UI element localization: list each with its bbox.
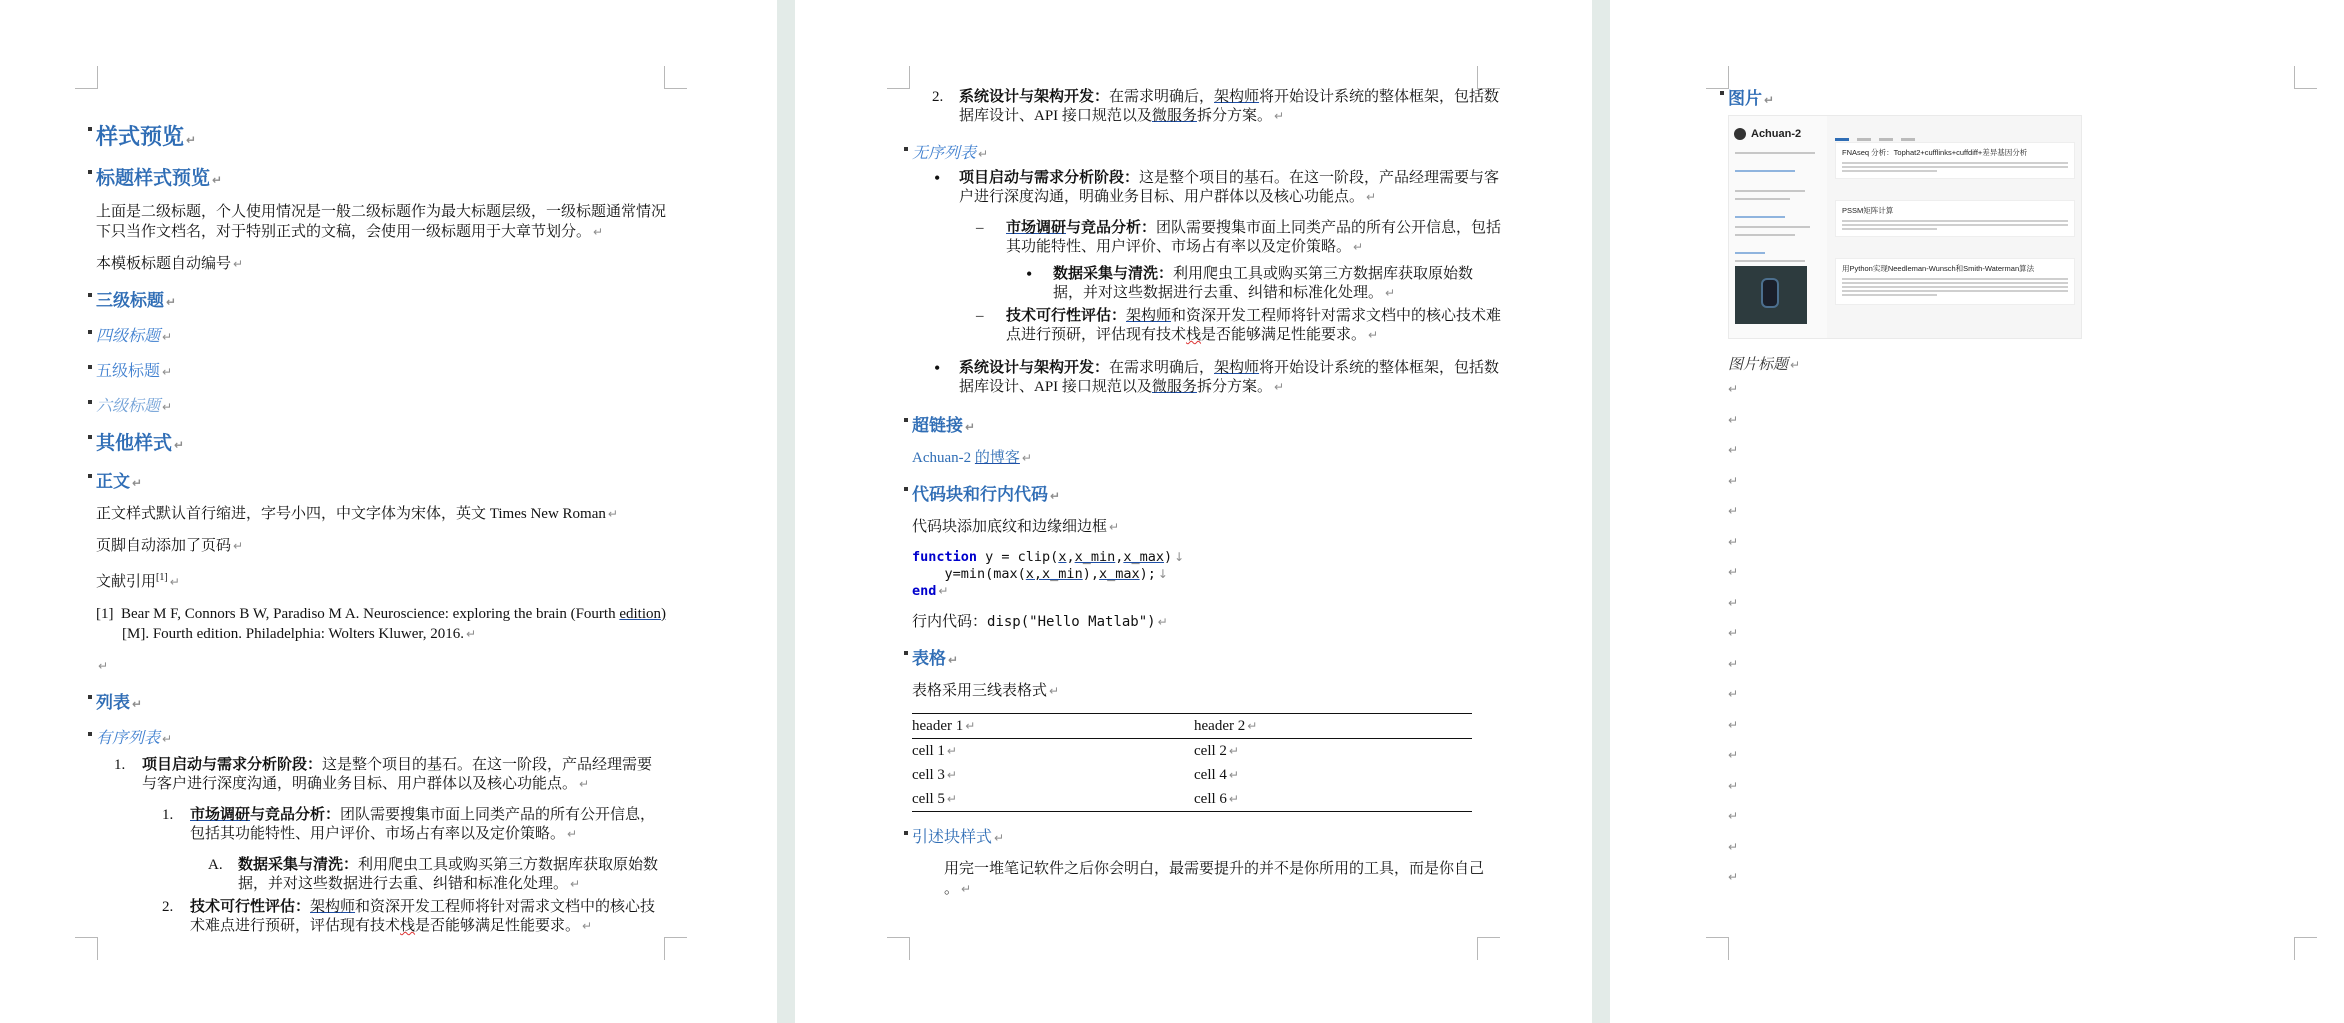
paragraph-footer[interactable]: 页脚自动添加了页码 ↵ <box>96 538 244 554</box>
crop-mark-bottom-right <box>2294 937 2317 960</box>
table-cell[interactable]: cell 3 ↵ <box>912 766 957 783</box>
heading-level-3[interactable]: 三级标题 ↵ <box>96 286 666 311</box>
table-cell[interactable]: cell 6 ↵ <box>1194 790 1239 807</box>
thumb-post-card: FNAseq 分析：Tophat2+cufflinks+cuffdiff+差异基因分析 <box>1835 142 2075 179</box>
heading-quote-style[interactable]: 引述块样式 ↵ <box>912 824 1502 847</box>
empty-paragraph[interactable]: ↵ <box>1728 595 1739 610</box>
empty-paragraph[interactable]: ↵ <box>1728 748 1739 762</box>
heading-ordered-list[interactable]: 有序列表 ↵ <box>96 725 666 748</box>
empty-paragraph[interactable]: ↵ <box>98 659 109 673</box>
table-cell[interactable]: cell 5 ↵ <box>912 790 957 807</box>
heading-level-4[interactable]: 四级标题 ↵ <box>96 323 666 346</box>
thumb-line <box>1735 198 1790 200</box>
empty-paragraph[interactable]: ↵ <box>1728 809 1739 823</box>
empty-paragraph[interactable]: ↵ <box>1728 687 1739 701</box>
thumb-post-card: PSSM矩阵计算 <box>1835 200 2075 237</box>
crop-mark-top-left <box>887 66 910 89</box>
heading-body-text[interactable]: 正文 ↵ <box>96 467 666 492</box>
bullet-icon: • <box>1026 264 1033 284</box>
empty-paragraphs <box>1728 382 2228 901</box>
table-cell[interactable]: cell 1 ↵ <box>912 742 957 759</box>
crop-mark-bottom-right <box>1477 937 1500 960</box>
paragraph-h2-description[interactable]: 上面是二级标题，个人使用情况是一般二级标题作为最大标题层级，一级标题通常情况下只当作文档名，对于特别正式的文稿，会使用一级标题用于大章节划分。 ↵ <box>96 204 667 240</box>
empty-paragraph[interactable]: ↵ <box>1728 473 1739 488</box>
paragraph-auto-numbering[interactable]: 本模板标题自动编号 ↵ <box>96 256 244 272</box>
bullet-icon: • <box>934 358 941 378</box>
table-header-row <box>912 714 1472 739</box>
empty-paragraph[interactable]: ↵ <box>1728 565 1739 579</box>
heading-other-styles[interactable]: 其他样式 ↵ <box>96 428 666 455</box>
three-line-table[interactable] <box>912 713 1472 812</box>
crop-mark-top-right <box>2294 66 2317 89</box>
thumb-blog-title: Achuan-2 <box>1751 128 1802 140</box>
list-item[interactable]: 2. 系统设计与架构开发：在需求明确后，架构师将开始设计系统的整体框架，包括数据库设计、API 接口规范以及微服务拆分方案。 ↵ <box>932 89 1500 124</box>
paragraph-body-description[interactable]: 正文样式默认首行缩进，字号小四，中文字体为宋体，英文 Times New Roman ↵ <box>96 506 618 522</box>
page-2-content <box>912 88 1502 911</box>
list-item[interactable]: 1. 项目启动与需求分析阶段：这是整个项目的基石。在这一阶段，产品经理需要与客户进行深度沟通，明确业务目标、用户群体以及核心功能点。 ↵ <box>114 757 653 792</box>
heading-image[interactable]: 图片 ↵ <box>1728 84 2228 109</box>
avatar <box>1734 128 1746 140</box>
table-header-cell[interactable]: header 2 ↵ <box>1194 717 1258 734</box>
list-item[interactable]: A. 数据采集与清洗：利用爬虫工具或购买第三方数据库获取原始数据，并对这些数据进行去重、纠错和标准化处理。 ↵ <box>208 857 659 892</box>
watch-photo <box>1735 266 1807 324</box>
thumb-nav <box>1835 128 2073 136</box>
page-1-content <box>96 112 666 948</box>
blockquote[interactable]: 用完一堆笔记软件之后你会明白，最需要提升的并不是你所用的工具，而是你自己 。 ↵ <box>944 861 1485 897</box>
thumb-line <box>1735 260 1805 262</box>
bullet-icon: • <box>934 168 941 188</box>
paragraph-citation[interactable]: 文献引用[1] ↵ <box>96 572 180 590</box>
reference-entry[interactable]: [1] Bear M F, Connors B W, Paradiso M A. Neuroscience: exploring the brain (Fourth edition)[M]. Fourth edition. Philadelphia: Wolters Kluwer, 2016. ↵ <box>96 606 666 642</box>
thumb-line <box>1735 226 1810 228</box>
empty-paragraph[interactable]: ↵ <box>1728 504 1739 518</box>
crop-mark-bottom-right <box>664 937 687 960</box>
heading-level-5[interactable]: 五级标题 ↵ <box>96 358 666 381</box>
crop-mark-top-left <box>75 66 98 89</box>
heading-hyperlink[interactable]: 超链接 ↵ <box>912 411 1502 436</box>
table-row <box>912 763 1472 787</box>
thumb-line <box>1735 190 1805 192</box>
list-item[interactable]: • 系统设计与架构开发：在需求明确后，架构师将开始设计系统的整体框架，包括数据库设计、API 接口规范以及微服务拆分方案。 ↵ <box>934 358 1500 395</box>
crop-mark-top-right <box>1477 66 1500 89</box>
empty-paragraph[interactable]: ↵ <box>1728 412 1739 427</box>
empty-paragraph[interactable]: ↵ <box>1728 656 1739 671</box>
embedded-screenshot-image[interactable] <box>1728 115 2082 339</box>
citation-mark[interactable]: [1] <box>156 572 168 583</box>
empty-paragraph[interactable]: ↵ <box>1728 382 1739 396</box>
heading-level-6[interactable]: 六级标题 ↵ <box>96 393 666 416</box>
list-item[interactable]: 2. 技术可行性评估：架构师和资深开发工程师将针对需求文档中的核心技术难点进行预研，评估现有技术栈是否能够满足性能要求。 ↵ <box>162 899 656 934</box>
hyperlink-blog[interactable]: Achuan-2 的博客 ↵ <box>912 450 1032 466</box>
heading-code[interactable]: 代码块和行内代码 ↵ <box>912 480 1502 505</box>
paragraph-code-description[interactable]: 代码块添加底纹和边缘细边框 ↵ <box>912 519 1120 535</box>
crop-mark-bottom-left <box>887 937 910 960</box>
list-item[interactable]: – 技术可行性评估：架构师和资深开发工程师将针对需求文档中的核心技术难点进行预研，评估现有技术栈是否能够满足性能要求。 ↵ <box>976 308 1502 343</box>
thumb-line <box>1735 152 1815 154</box>
heading-unordered-list[interactable]: 无序列表 ↵ <box>912 140 1502 163</box>
code-block[interactable]: function y = clip(x,x_min,x_max) ↓ y=min(max(x,x_min),x_max); ↓ end ↵ <box>912 549 1185 599</box>
document-page-1 <box>0 0 777 1023</box>
empty-paragraph[interactable]: ↵ <box>1728 778 1739 793</box>
empty-paragraph[interactable]: ↵ <box>1728 717 1739 732</box>
table-cell[interactable]: cell 4 ↵ <box>1194 766 1239 783</box>
page-3-content <box>1728 84 2228 901</box>
paragraph-inline-code[interactable]: 行内代码：disp("Hello Matlab") ↵ <box>912 614 1168 630</box>
empty-paragraph[interactable]: ↵ <box>1728 839 1739 854</box>
crop-mark-bottom-left <box>1706 937 1729 960</box>
table-row <box>912 787 1472 812</box>
table-cell[interactable]: cell 2 ↵ <box>1194 742 1239 759</box>
empty-paragraph[interactable]: ↵ <box>1728 870 1739 884</box>
crop-mark-bottom-left <box>75 937 98 960</box>
thumb-post-card: 用Python实现Needleman-Wunsch和Smith-Waterman算法 <box>1835 258 2075 305</box>
thumb-line <box>1735 170 1795 172</box>
empty-paragraph[interactable]: ↵ <box>1728 443 1739 457</box>
image-caption[interactable]: 图片标题 ↵ <box>1728 357 1801 373</box>
document-page-3 <box>1610 0 2344 1023</box>
paragraph-table-description[interactable]: 表格采用三线表格式 ↵ <box>912 683 1060 699</box>
crop-mark-top-left <box>1706 66 1729 89</box>
list-item[interactable]: • 项目启动与需求分析阶段：这是整个项目的基石。在这一阶段，产品经理需要与客户进行深度沟通，明确业务目标、用户群体以及核心功能点。 ↵ <box>934 168 1500 205</box>
thumb-line <box>1735 216 1785 218</box>
table-header-cell[interactable]: header 1 ↵ <box>912 717 976 734</box>
thumb-sidebar <box>1729 116 1827 338</box>
heading-title-style-preview[interactable]: 标题样式预览 ↵ <box>96 163 666 190</box>
thumb-line <box>1735 252 1765 254</box>
empty-paragraph[interactable]: ↵ <box>1728 626 1739 640</box>
list-item[interactable]: – 市场调研与竞品分析：团队需要搜集市面上同类产品的所有公开信息，包括其功能特性、用户评价、市场占有率以及定价策略。 ↵ <box>976 220 1502 255</box>
empty-paragraph[interactable]: ↵ <box>1728 534 1739 549</box>
list-item[interactable]: 1. 市场调研与竞品分析：团队需要搜集市面上同类产品的所有公开信息，包括其功能特性、用户评价、市场占有率以及定价策略。 ↵ <box>162 807 656 842</box>
heading-style-preview[interactable]: 样式预览 ↵ <box>96 120 666 151</box>
heading-table[interactable]: 表格 ↵ <box>912 644 1502 669</box>
table-row <box>912 739 1472 764</box>
crop-mark-top-right <box>664 66 687 89</box>
heading-list[interactable]: 列表 ↵ <box>96 688 666 713</box>
list-item[interactable]: • 数据采集与清洗：利用爬虫工具或购买第三方数据库获取原始数据，并对这些数据进行去重、纠错和标准化处理。 ↵ <box>1026 264 1474 301</box>
document-page-2 <box>795 0 1592 1023</box>
thumb-line <box>1735 234 1795 236</box>
